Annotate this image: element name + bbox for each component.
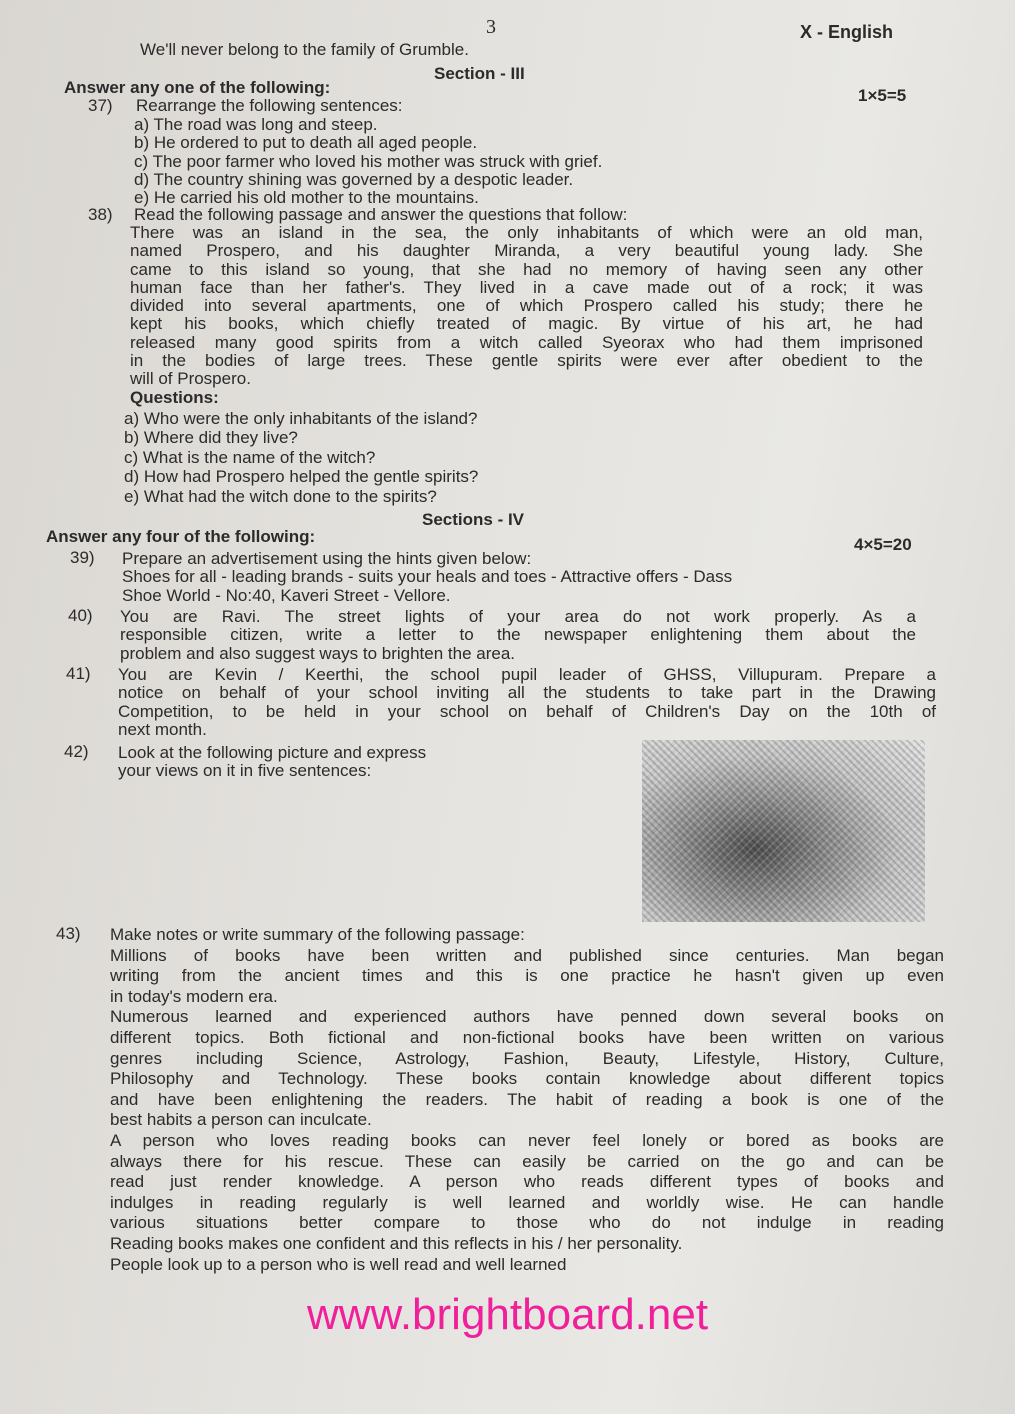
text-line: d) How had Prospero helped the gentle spirits? [124,467,479,487]
watermark-url: www.brightboard.net [306,1290,709,1339]
q42-picture [642,740,925,922]
text-line: writing from the ancient times and this is one practice he hasn't given up even [110,966,944,986]
text-line: read just render knowledge. A person who reads different types of books and [110,1172,944,1192]
text-line: Prepare an advertisement using the hints given below: [122,549,532,568]
text-line: c) The poor farmer who loved his mother was struck with grief. [134,151,603,171]
text-line: human face than her father's. They lived in a cave made out of a rock; it was [130,277,923,297]
text-line: will of Prospero. [130,369,251,389]
q37-prompt: Rearrange the following sentences: [136,96,403,115]
text-line: your views on it in five sentences: [118,761,372,781]
q43-text [110,926,944,1276]
text-line: different topics. Both fictional and non-fictional books have been written on various [110,1027,944,1047]
text-line: next month. [118,719,207,739]
text-line: b) He ordered to put to death all aged people. [134,133,478,153]
q41-number: 41) [66,664,91,683]
q41-text [118,666,936,739]
q42-number: 42) [64,742,89,761]
text-line: released many good spirits from a witch called Syeorax who had them imprisoned [130,332,923,352]
q43-number: 43) [56,924,81,943]
text-line: Competition, to be held in your school on behalf of Children's Day on the 10th of [118,701,936,721]
text-line: e) He carried his old mother to the mountains. [134,188,479,208]
q37-number: 37) [88,96,113,115]
text-line: Make notes or write summary of the following passage: [110,925,525,944]
text-line: named Prospero, and his daughter Miranda, a very beautiful young lady. She [130,241,923,261]
text-line: in today's modern era. [110,986,278,1006]
q40-number: 40) [68,606,93,625]
section-3-marks: 1×5=5 [858,86,907,105]
text-line: responsible citizen, write a letter to the newspaper enlightening them about the [120,625,916,645]
q38-passage [130,224,923,389]
section-4-marks: 4×5=20 [854,535,912,554]
section-3-instruction: Answer any one of the following: [64,78,331,97]
text-line: There was an island in the sea, the only inhabitants of which were an old man, [130,223,923,242]
text-line: Reading books makes one confident and this reflects in his / her personality. [110,1233,683,1253]
q37-items [134,116,602,207]
q39-text [122,550,732,605]
section-4-title: Sections - IV [422,510,525,529]
text-line: A person who loves reading books can never feel lonely or bored as books are [110,1130,944,1150]
text-line: indulges in reading regularly is well learned and worldly wise. He can handle [110,1192,944,1212]
q40-text [120,608,916,663]
section-3-title: Section - III [434,64,525,83]
text-line: various situations better compare to those who do not indulge in reading [110,1213,944,1233]
q38-number: 38) [88,205,113,224]
q38-prompt: Read the following passage and answer the questions that follow: [134,205,628,224]
text-line: genres including Science, Astrology, Fashion, Beauty, Lifestyle, History, Culture, [110,1048,944,1068]
text-line: in the bodies of large trees. These gentle spirits were ever after obedient to the [130,351,923,371]
text-line: Look at the following picture and express [118,743,427,762]
q38-questions-label: Questions: [130,388,219,407]
text-line: Numerous learned and experienced authors have penned down several books on [110,1007,944,1027]
text-line: a) The road was long and steep. [134,115,378,134]
text-line: You are Kevin / Keerthi, the school pupil leader of GHSS, Villupuram. Prepare a [118,665,936,684]
text-line: came to this island so young, that she had no memory of having seen any other [130,259,923,279]
text-line: Philosophy and Technology. These books contain knowledge about different topics [110,1069,944,1089]
text-line: You are Ravi. The street lights of your area do not work properly. As a [120,607,916,626]
text-line: problem and also suggest ways to brighten the area. [120,643,516,663]
q42-text [118,744,426,781]
section-4-instruction: Answer any four of the following: [46,527,316,546]
text-line: People look up to a person who is well read and well learned [110,1254,567,1274]
page-number: 3 [486,16,496,38]
text-line: Millions of books have been written and published since centuries. Man began [110,945,944,965]
text-line: and have been enlightening the readers. The habit of reading a book is one of the [110,1089,944,1109]
poem-last-line: We'll never belong to the family of Grumble. [140,40,469,59]
text-line: notice on behalf of your school inviting all the students to take part in the Drawing [118,683,936,703]
text-line: d) The country shining was governed by a despotic leader. [134,169,574,189]
text-line: Shoe World - No:40, Kaveri Street - Vellore. [122,585,451,605]
text-line: always there for his rescue. These can easily be carried on the go and can be [110,1151,944,1171]
text-line: e) What had the witch done to the spirits? [124,486,437,506]
text-line: best habits a person can inculcate. [110,1110,372,1130]
subject-label: X - English [800,22,894,42]
q39-number: 39) [70,548,95,567]
text-line: Shoes for all - leading brands - suits your heals and toes - Attractive offers - Dass [122,567,733,587]
text-line: b) Where did they live? [124,428,298,448]
text-line: c) What is the name of the witch? [124,447,376,467]
q38-questions [124,410,478,507]
text-line: a) Who were the only inhabitants of the island? [124,409,478,428]
text-line: divided into several apartments, one of which Prospero called his study; there he [130,296,923,316]
text-line: kept his books, which chiefly treated of magic. By virtue of his art, he had [130,314,923,334]
